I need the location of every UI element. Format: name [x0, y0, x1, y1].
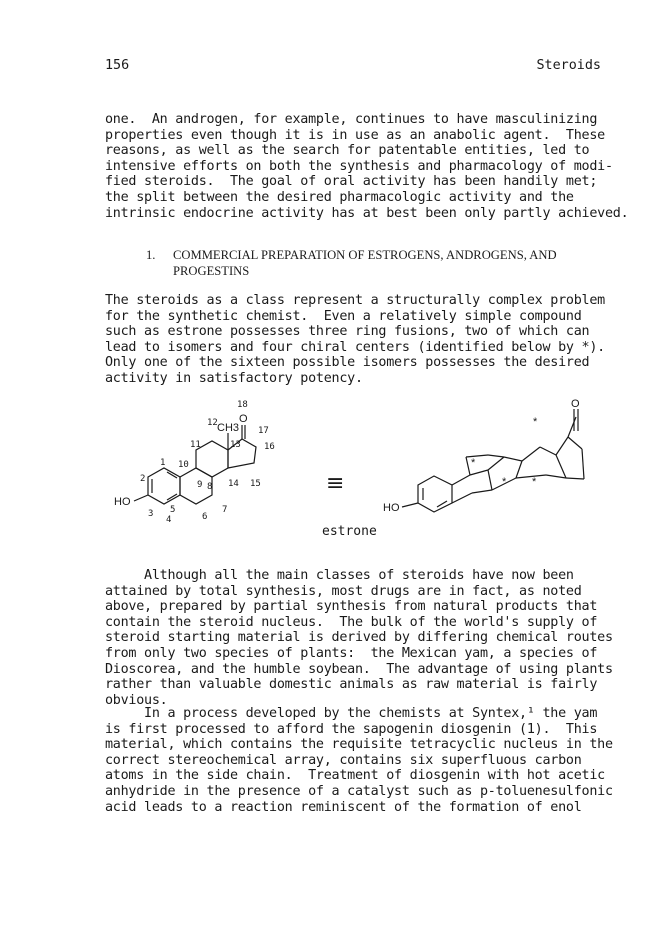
atom-label-10: 10 — [178, 460, 189, 470]
page-header — [105, 58, 601, 76]
section-number: 1. — [146, 248, 156, 262]
atom-label-15: 15 — [250, 479, 261, 489]
atom-label-8: 8 — [207, 482, 213, 492]
hydroxyl-label-right: HO — [383, 502, 400, 514]
methyl-label: CH3 — [217, 422, 240, 434]
atom-label-12: 12 — [207, 418, 218, 428]
atom-label-7: 7 — [222, 505, 228, 515]
chiral-marker: * — [533, 416, 538, 428]
figure-caption: estrone — [322, 524, 377, 539]
running-head: Steroids — [536, 58, 601, 73]
page-number: 156 — [105, 58, 130, 73]
equivalence-symbol: ≡ — [326, 471, 345, 496]
chiral-marker: * — [502, 476, 507, 488]
atom-label-1: 1 — [160, 458, 166, 468]
paragraph-4: In a process developed by the chemists at Syntex,¹ the yam is first processed to afford the sapogenin diosgenin (1). This material, which contains the requisite tetracyclic nucleus in the correct stereochemical array, contains six superfluous carbon atoms in the side chain. Treatment of diosgenin with hot acetic anhydride in the presence of a catalyst such as p-toluenesulfonic acid leads to a reaction reminiscent of the formation of enol — [105, 706, 613, 815]
paragraph-3: Although all the main classes of steroids have now been attained by total synthesis, most drugs are in fact, as noted above, prepared by partial synthesis from natural products that contain the steroid nucleus. The bulk of the world's supply of steroid starting material is derived by differing chemical routes from only two species of plants: the Mexican yam, a species of Dioscorea, and the humble soybean. The advantage of using plants rather than valuable domestic animals as raw material is fairly obvious. — [105, 568, 613, 708]
atom-label-9: 9 — [197, 480, 203, 490]
atom-label-6: 6 — [202, 512, 208, 522]
atom-label-18: 18 — [237, 400, 248, 410]
atom-label-14: 14 — [228, 479, 239, 489]
numbered-structure — [134, 425, 256, 504]
oxygen-label-left: O — [239, 413, 248, 425]
atom-label-2: 2 — [140, 474, 146, 484]
hydroxyl-label-left: HO — [114, 496, 131, 508]
atom-label-5: 5 — [170, 505, 176, 515]
atom-label-4: 4 — [166, 515, 172, 525]
paragraph-1: one. An androgen, for example, continues to have masculinizing properties even though it is in use as an anabolic agent. These reasons, as well as the search for patentable entities, led to intensive efforts on both the synthesis and pharmacology of modi- fied steroids. The goal of oral activity has been handily met; the split between the desired pharmacologic activity and the intrinsic endocrine activity has at best been only partly achieved. — [105, 112, 629, 221]
chiral-marker: * — [532, 476, 537, 488]
stereo-structure — [402, 409, 584, 512]
atom-label-17: 17 — [258, 426, 269, 436]
oxygen-label-right: O — [571, 398, 580, 410]
atom-label-13: 13 — [230, 440, 241, 450]
atom-label-11: 11 — [190, 440, 201, 450]
section-title: COMMERCIAL PREPARATION OF ESTROGENS, ANDROGENS, AND PROGESTINS — [173, 248, 557, 278]
atom-label-3: 3 — [148, 509, 154, 519]
paragraph-2: The steroids as a class represent a structurally complex problem for the synthetic chemist. Even a relatively simple compound such as estrone possesses three ring fusions, two of which can lead to isomers and four chiral centers (identified below by *). Only one of the sixteen possible isomers possesses the desired activity in satisfactory potency. — [105, 293, 605, 386]
atom-number-labels — [114, 400, 275, 525]
chiral-marker: * — [471, 457, 476, 469]
ring-a — [148, 468, 180, 504]
atom-label-16: 16 — [264, 442, 275, 452]
